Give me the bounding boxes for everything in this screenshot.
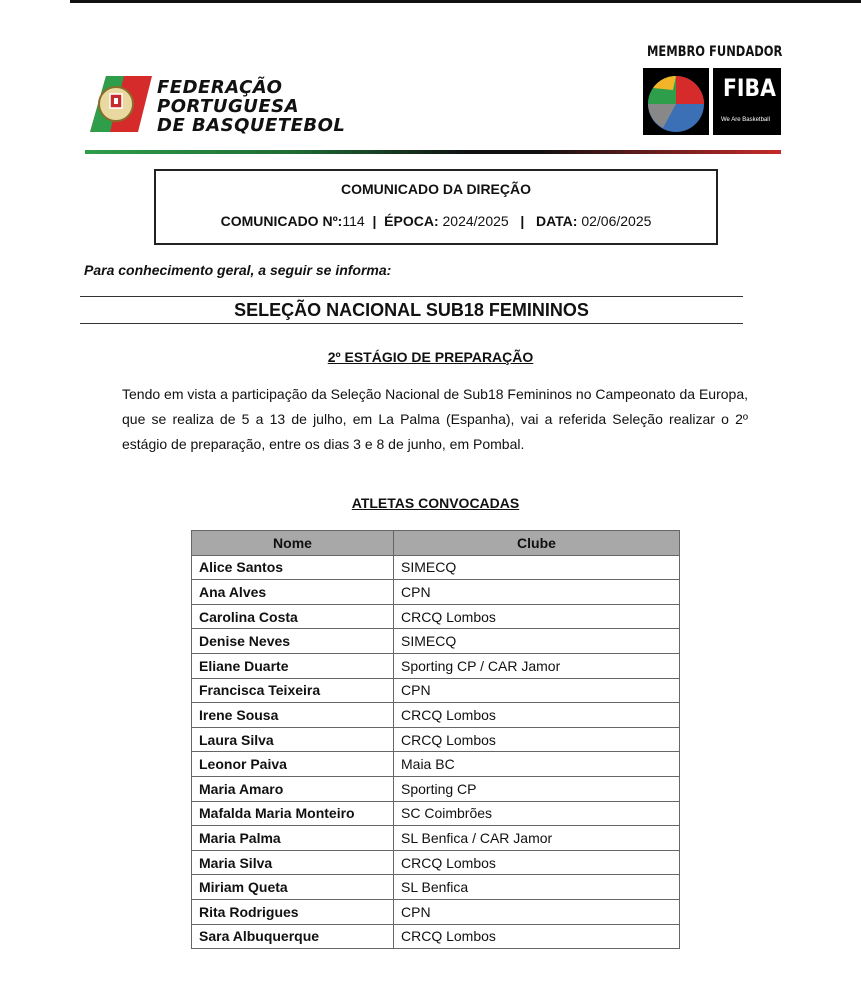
fiba-logo — [713, 68, 781, 135]
athlete-name: Miriam Queta — [192, 875, 394, 900]
membro-fundador-label: MEMBRO FUNDADOR — [647, 44, 783, 60]
athlete-name: Maria Silva — [192, 850, 394, 875]
number-value: 114 — [342, 213, 365, 229]
athlete-name: Ana Alves — [192, 580, 394, 605]
table-row — [192, 555, 680, 580]
athlete-name: Mafalda Maria Monteiro — [192, 801, 394, 826]
athlete-name: Maria Palma — [192, 826, 394, 851]
athletes-heading: ATLETAS CONVOCADAS — [351, 495, 520, 511]
body-paragraph: Tendo em vista a participação da Seleção Nacional de Sub18 Femininos no Campeonato da Europa, que se realiza de 5 a 13 de julho, em La Palma (Espanha), vai a referida Seleção realizar o 2º estágio de preparação, entre os dias 3 e 8 de junho, em Pombal. — [122, 386, 748, 452]
federation-name — [157, 78, 345, 135]
athlete-name: Laura Silva — [192, 727, 394, 752]
table-row — [192, 801, 680, 826]
separator: | — [520, 213, 525, 229]
athlete-name: Francisca Teixeira — [192, 678, 394, 703]
athlete-name: Irene Sousa — [192, 703, 394, 728]
communique-box — [154, 169, 718, 245]
page-title: SELEÇÃO NACIONAL SUB18 FEMININOS — [234, 300, 589, 320]
date-label: DATA: — [535, 213, 578, 229]
table-row — [192, 727, 680, 752]
athlete-name: Carolina Costa — [192, 604, 394, 629]
intro-text: Para conhecimento geral, a seguir se informa: — [84, 262, 392, 278]
header-divider — [85, 150, 781, 154]
season-label: ÉPOCA: — [384, 213, 439, 229]
fiba-slogan: We Are Basketball — [721, 117, 770, 123]
table-row — [192, 875, 680, 900]
table-row — [192, 899, 680, 924]
title-rule-bottom — [80, 323, 743, 324]
athlete-club: SC Coimbrões — [394, 801, 680, 826]
athlete-name: Sara Albuquerque — [192, 924, 394, 949]
top-edge-bar — [70, 0, 861, 3]
athlete-name: Eliane Duarte — [192, 653, 394, 678]
athlete-club: CPN — [394, 899, 680, 924]
table-row — [192, 924, 680, 949]
athlete-club: CPN — [394, 580, 680, 605]
athlete-club: SIMECQ — [394, 555, 680, 580]
table-row — [192, 826, 680, 851]
federation-line-2: PORTUGUESA — [157, 96, 300, 117]
table-row — [192, 776, 680, 801]
season-value: 2024/2025 — [442, 213, 509, 229]
subtitle: 2º ESTÁGIO DE PREPARAÇÃO — [327, 349, 534, 365]
athlete-club: SIMECQ — [394, 629, 680, 654]
athlete-club: CRCQ Lombos — [394, 727, 680, 752]
athlete-name: Denise Neves — [192, 629, 394, 654]
athlete-club: Sporting CP / CAR Jamor — [394, 653, 680, 678]
athlete-name: Rita Rodrigues — [192, 899, 394, 924]
column-header-clube: Clube — [394, 531, 680, 556]
date-value: 02/06/2025 — [581, 213, 652, 229]
athlete-club: CRCQ Lombos — [394, 703, 680, 728]
federation-line-1: FEDERAÇÃO — [157, 77, 283, 98]
athlete-name: Maria Amaro — [192, 776, 394, 801]
table-row — [192, 678, 680, 703]
communique-meta — [156, 213, 716, 229]
communique-heading: COMUNICADO DA DIREÇÃO — [340, 181, 532, 197]
column-header-nome: Nome — [192, 531, 394, 556]
fiba-ball-icon — [643, 68, 709, 135]
athlete-club: CRCQ Lombos — [394, 850, 680, 875]
table-row — [192, 703, 680, 728]
fiba-wordmark: FIBA — [723, 74, 776, 102]
federation-line-3: DE BASQUETEBOL — [157, 115, 346, 136]
athlete-club: SL Benfica / CAR Jamor — [394, 826, 680, 851]
table-row — [192, 629, 680, 654]
separator: | — [372, 213, 377, 229]
athletes-table — [191, 530, 680, 949]
table-row — [192, 850, 680, 875]
table-row — [192, 580, 680, 605]
athlete-club: CPN — [394, 678, 680, 703]
athlete-name: Leonor Paiva — [192, 752, 394, 777]
athlete-club: CRCQ Lombos — [394, 604, 680, 629]
number-label: COMUNICADO Nº: — [220, 213, 343, 229]
title-rule-top — [80, 296, 743, 297]
table-row — [192, 653, 680, 678]
table-row — [192, 604, 680, 629]
fpb-logo-icon — [88, 74, 154, 134]
athlete-club: Maia BC — [394, 752, 680, 777]
table-row — [192, 752, 680, 777]
athlete-club: CRCQ Lombos — [394, 924, 680, 949]
athlete-club: SL Benfica — [394, 875, 680, 900]
athlete-club: Sporting CP — [394, 776, 680, 801]
athlete-name: Alice Santos — [192, 555, 394, 580]
